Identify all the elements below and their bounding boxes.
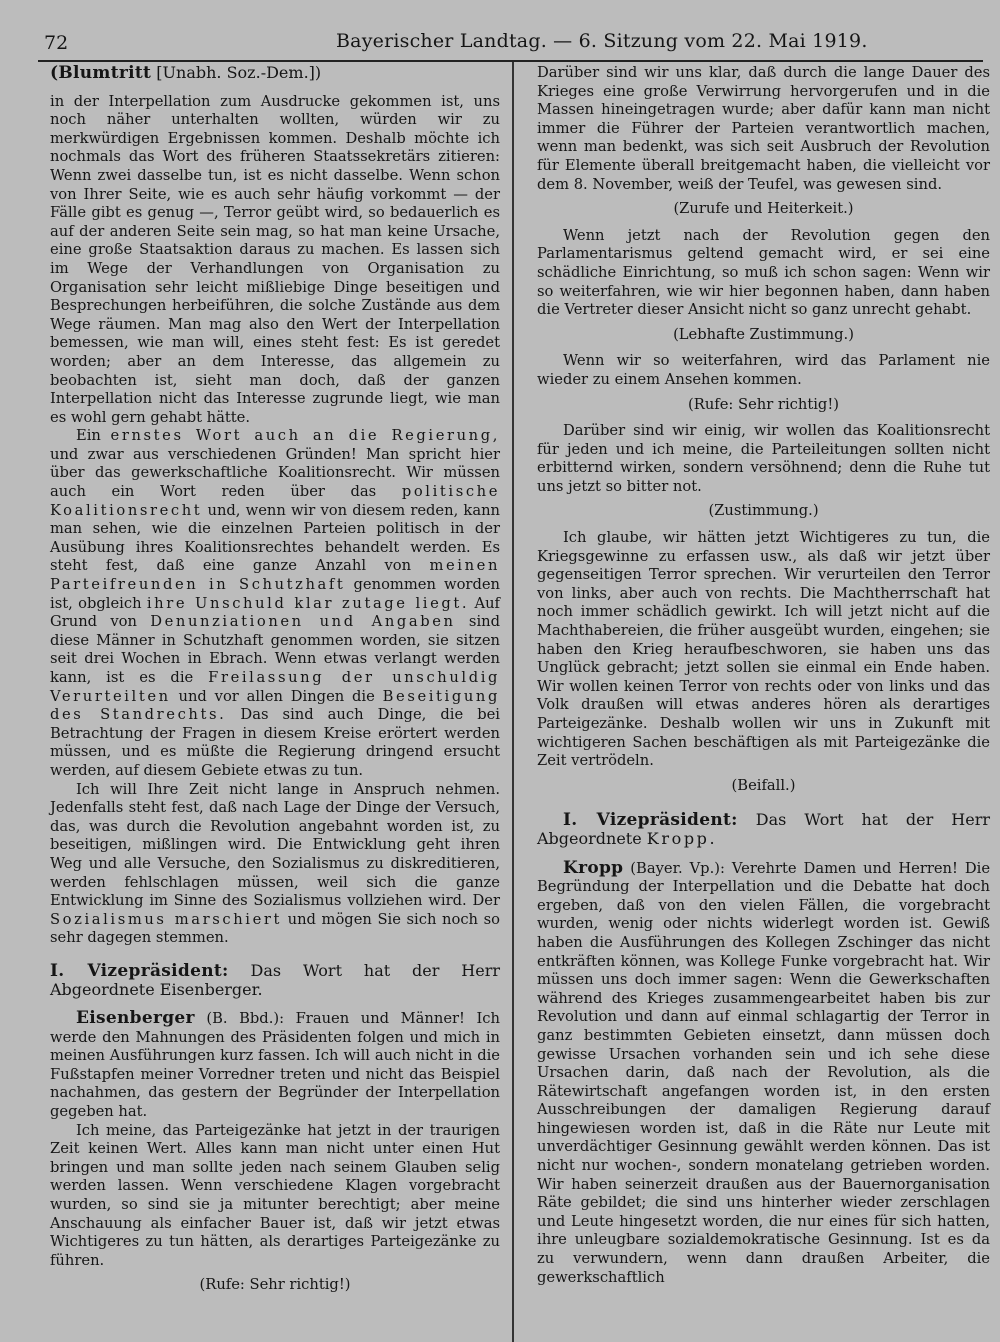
interjection: (Zurufe und Heiterkeit.) xyxy=(673,200,854,218)
spaced-emphasis: Kropp. xyxy=(646,828,718,848)
paragraph: Ich will Ihre Zeit nicht lange in Anspruch nehmen. Jedenfalls steht fest, daß nach Lage der Dinge der Versuch, das, was durch die Revolution angebahnt worden ist, zu beseitigen, mißlingen wird. Die Entwicklung geht ihren Weg und alle Versuche, den Sozialismus zu diskreditieren, werden fehlschlagen müssen, weil sich die ganze Entwicklung im Sinne des Sozialismus vollziehen wird. Der Sozialismus marschiert und mögen Sie sich noch so sehr dagegen stemmen. xyxy=(50,780,501,947)
interjection: (Beifall.) xyxy=(731,776,796,794)
vice-president-line: I. Vizepräsident: Das Wort hat der Herr Abgeordnete Eisenberger. xyxy=(50,960,501,999)
paragraph: Kropp (Bayer. Vp.): Verehrte Damen und Herren! Die Begründung der Interpellation und die Debatte hat doch ergeben, daß von den vielen Fällen, die vorgebracht wurden, wenig oder nichts widerlegt worden ist. Gewiß haben die Ausführungen des Kollegen Zschinger das nicht entkräften können, was Kollege Funke vorgebracht hat. Wir müssen uns doch immer sagen: Wenn die Gewerkschaften während des Krieges zusammengearbeitet haben bis zur Revolution und dann auf einmal schlagartig der Terror in ganz bestimmten Gebieten einsetzt, dann müssen doch gewisse Ursachen vorhanden sein und ich sehe diese Ursachen darin, daß nach der Revolution, als die Rätewirtschaft angefangen worden ist, in den ersten Ausschreibungen der damaligen Regierung darauf hingewiesen worden ist, daß in die Räte nur Leute mit unverdächtiger Gesinnung gewählt werden können. Das ist nicht nur wochen-, sondern monatelang getrieben worden. Wir haben seinerzeit draußen aus der Bauernorganisation Räte gebildet; die sind uns hinterher wieder zerschlagen und Leute hingesetzt worden, die nur eines für sich hatten, ihre unleugbare sozialdemokratische Gesinnung. Ist es da zu verwundern, wenn dann draußen Arbeiter, die gewerkschaftlich xyxy=(537,857,991,1286)
speaker-continuation xyxy=(50,64,500,83)
spaced-emphasis: Beseitigung des Standrechts. xyxy=(50,687,500,724)
running-title: Bayerischer Landtag. — 6. Sitzung vom 22. Mai 1919. xyxy=(336,30,868,52)
interjection: (Lebhafte Zustimmung.) xyxy=(673,325,854,343)
paragraph: Ich glaube, wir hätten jetzt Wichtigeres zu tun, die Kriegsgewinne zu erfassen usw., als daß wir jetzt über gegenseitigen Terror sprechen. Wir verurteilen den Terror von links, aber auch von rechts. Die Machtherrschaft hat noch immer schädlich gewirkt. Ich will jetzt nicht auf die Machthabereien, die früher ausgeübt wurden, eingehen; sie haben den Krieg heraufbeschworen, sie haben uns das Unglück gebracht; jetzt sollen sie einmal ein Ende haben. Wir wollen keinen Terror von rechts oder von links und das Volk draußen will etwas anderes hören als derartiges Parteigezänke. Deshalb wollen wir uns in Zukunft mit wichtigeren Sachen beschäftigen als mit Parteigezänke die Zeit vertrödeln. xyxy=(537,529,990,770)
paragraph: Darüber sind wir einig, wir wollen das Koalitionsrecht für jeden und ich meine, die Parteileitungen sollten nicht erbitternd wirken, sondern versöhnend; denn die Ruhe tut uns jetzt so bitter not. xyxy=(537,422,990,495)
speaker-name: I. Vizepräsident: xyxy=(563,810,738,831)
interjection: (Zustimmung.) xyxy=(708,502,819,520)
speaker-party: (Bayer. Vp.): xyxy=(630,859,725,877)
interjection: (Rufe: Sehr richtig!) xyxy=(688,395,839,413)
left-column xyxy=(50,64,500,1303)
spaced-emphasis: ernstes Wort auch an die Regierung, xyxy=(110,427,500,445)
speaker-name: Kropp xyxy=(563,857,624,878)
paragraph: Wenn wir so weiterfahren, wird das Parlament nie wieder zu einem Ansehen kommen. xyxy=(537,352,990,388)
speaker-party: [Unabh. Soz.-Dem.]) xyxy=(156,63,322,82)
spaced-emphasis: ihre Unschuld klar zutage liegt. xyxy=(146,594,470,612)
paragraph: Darüber sind wir uns klar, daß durch die lange Dauer des Krieges eine große Verwirrung hervorgerufen und in die Massen hineingetragen wurde; aber dafür kann man nicht immer die Führer der Parteien verantwortlich machen, wenn man bedenkt, was sich seit Ausbruch der Revolution für Elemente überall breitgemacht haben, die vielleicht vor dem 8. November, weiß der Teufel, was gewesen sind. xyxy=(537,64,990,193)
header-rule xyxy=(38,60,983,62)
paragraph: Wenn jetzt nach der Revolution gegen den Parlamentarismus geltend gemacht wird, er sei eine schädliche Einrichtung, so muß ich schon sagen: Wenn wir so weiterfahren, wie wir hier begonnen haben, dann haben die Vertreter dieser Ansicht nicht so ganz unrecht gehabt. xyxy=(537,226,990,319)
paragraph: Ich meine, das Parteigezänke hat jetzt in der traurigen Zeit keinen Wert. Alles kann man nicht unter einen Hut bringen und man sollte jeden nach seinem Glauben selig werden lassen. Wenn verschiedene Klagen vorgebracht wurden, so sind sie ja mitunter berechtigt; aber meine Anschauung als einfacher Bauer ist, daß wir jetzt etwas Wichtigeres zu tun hätten, als derartiges Parteigezänke zu führen. xyxy=(50,1121,500,1269)
spaced-emphasis: meinen Parteifreunden in Schutzhaft xyxy=(50,557,501,594)
spaced-emphasis: Freilassung der unschuldig Verurteilten xyxy=(50,669,500,705)
speaker-party: (B. Bbd.): xyxy=(206,1010,285,1028)
vice-president-line: I. Vizepräsident: Das Wort hat der Herr Abgeordnete Kropp. xyxy=(537,810,990,848)
spaced-emphasis: Sozialismus marschiert xyxy=(50,910,282,928)
spaced-emphasis: politische Koalitionsrecht xyxy=(50,483,501,519)
speaker-name: Eisenberger xyxy=(76,1008,195,1029)
interjection: (Rufe: Sehr richtig!) xyxy=(199,1276,351,1294)
page-number: 72 xyxy=(44,32,69,54)
paragraph: Eisenberger (B. Bbd.): Frauen und Männer! Ich werde den Mahnungen des Präsidenten folgen und mich in meinen Ausführungen kurz fassen. Ich will auch nicht in die Fußstapfen meiner Vorredner treten und nicht das Beispiel nachahmen, das gestern der Begründer der Interpellation gegeben hat. xyxy=(50,1008,500,1121)
paragraph: in der Interpellation zum Ausdrucke gekommen ist, uns noch näher unterhalten wollten, würden wir zu merkwürdigen Ergebnissen kommen. Deshalb möchte ich nochmals das Wort des früheren Staatssekretärs zitieren: Wenn zwei dasselbe tun, ist es nicht dasselbe. Wenn schon von Ihrer Seite, wie es auch sehr häufig vorkommt — der Fälle gibt es genug —, Terror geübt wird, so bedauerlich es auf der anderen Seite sein mag, so hat man keine Ursache, eine große Staatsaktion daraus zu machen. Es lassen sich im Wege der Verhandlungen von Organisation zu Organisation sehr leicht mißliebige Dinge beseitigen und Besprechungen herbeiführen, die solche Zustände aus dem Wege räumen. Man mag also den Wert der Interpellation bemessen, wie man will, eines steht fest: Es ist geredet worden; aber an dem Interesse, das allgemein zu beobachten ist, sieht man doch, daß der ganzen Interpellation nicht das Interesse zugrunde liegt, wie man es wohl gern gehabt hätte. xyxy=(50,92,500,426)
page-header xyxy=(40,22,980,52)
speaker-name: I. Vizepräsident: xyxy=(50,960,229,981)
speaker-name: (Blumtritt xyxy=(50,63,152,83)
spaced-emphasis: Denunziationen und Angaben xyxy=(150,613,456,631)
right-column xyxy=(537,64,990,1287)
paragraph: Ein ernstes Wort auch an die Regierung, und zwar aus verschiedenen Gründen! Man spricht hier über das gewerkschaftliche Koalitionsrecht. Wir müssen auch ein Wort reden über das politische Koalitionsrecht und, wenn wir von diesem reden, kann man sehen, wie die einzelnen Parteien politisch in der Ausübung ihres Koalitionsrechtes behandelt werden. Es steht fest, daß eine ganze Anzahl von meinen Parteifreunden in Schutzhaft genommen worden ist, obgleich ihre Unschuld klar zutage liegt. Auf Grund von Denunziationen und Angaben sind diese Männer in Schutzhaft genommen worden, sie sitzen seit drei Wochen in Ebrach. Wenn etwas verlangt werden kann, ist es die Freilassung der unschuldig Verurteilten und vor allen Dingen die Beseitigung des Standrechts. Das sind auch Dinge, die bei Betrachtung der Fragen in diesem Kreise erörtert werden müssen, und es müßte die Regierung dringend ersucht werden, auf diesem Gebiete etwas zu tun. xyxy=(50,427,501,779)
column-divider xyxy=(512,62,514,1342)
